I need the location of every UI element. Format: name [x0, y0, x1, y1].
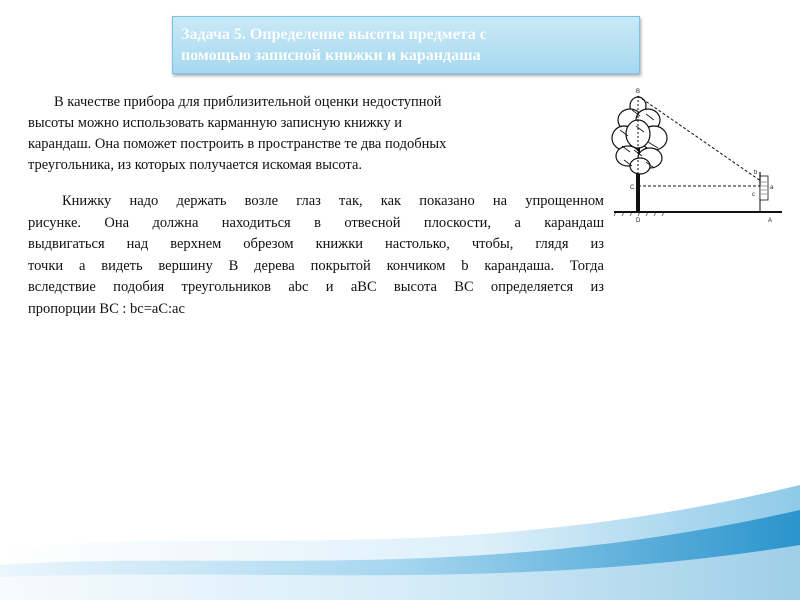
instruction-line-3: выдвигаться над верхнем обрезом книжки настолько, чтобы, глядя из: [28, 236, 604, 252]
label-a-upper: A: [768, 218, 773, 224]
label-b-lower: b: [754, 170, 758, 176]
tree-crown: [612, 97, 667, 174]
intro-line-2: высоты можно использовать карманную записную книжку и: [28, 115, 403, 131]
instruction-paragraph: [28, 191, 604, 320]
intro-paragraph: [28, 92, 568, 176]
instruction-line-1: Книжку надо держать возле глаз так, как показано на упрощенном: [62, 193, 604, 209]
intro-line-1: В качестве прибора для приблизительной оценки недоступной: [54, 94, 442, 110]
slide-title-line-2: помощью записной книжки и карандаша: [181, 47, 481, 64]
intro-line-3: карандаш. Она поможет построить в пространстве те два подобных: [28, 136, 447, 152]
slide-title-box: [172, 16, 640, 74]
instruction-line-2: рисунке. Она должна находиться в отвесной плоскости, а карандаш: [28, 214, 604, 231]
label-c-lower: c: [752, 192, 755, 198]
intro-line-4: треугольника, из которых получается искомая высота.: [28, 157, 363, 173]
instruction-line-6: пропорции ВС : bc=aC:ac: [28, 300, 185, 317]
label-b-upper: B: [636, 89, 641, 95]
label-a-lower: a: [770, 185, 774, 191]
notebook-icon: [760, 176, 768, 200]
slide-title-line-1: Задача 5. Определение высоты предмета с: [181, 26, 487, 43]
decorative-wave: [0, 455, 800, 600]
tree-height-diagram: [610, 86, 790, 232]
instruction-line-4: точки а видеть вершину В дерева покрытой кончиком b карандаша. Тогда: [28, 257, 604, 274]
slide-title: [181, 24, 635, 66]
label-d-upper: D: [636, 218, 641, 224]
label-c-upper: C: [630, 185, 635, 191]
instruction-line-5: вследствие подобия треугольников abc и aBC высота ВС определяется из: [28, 279, 604, 295]
